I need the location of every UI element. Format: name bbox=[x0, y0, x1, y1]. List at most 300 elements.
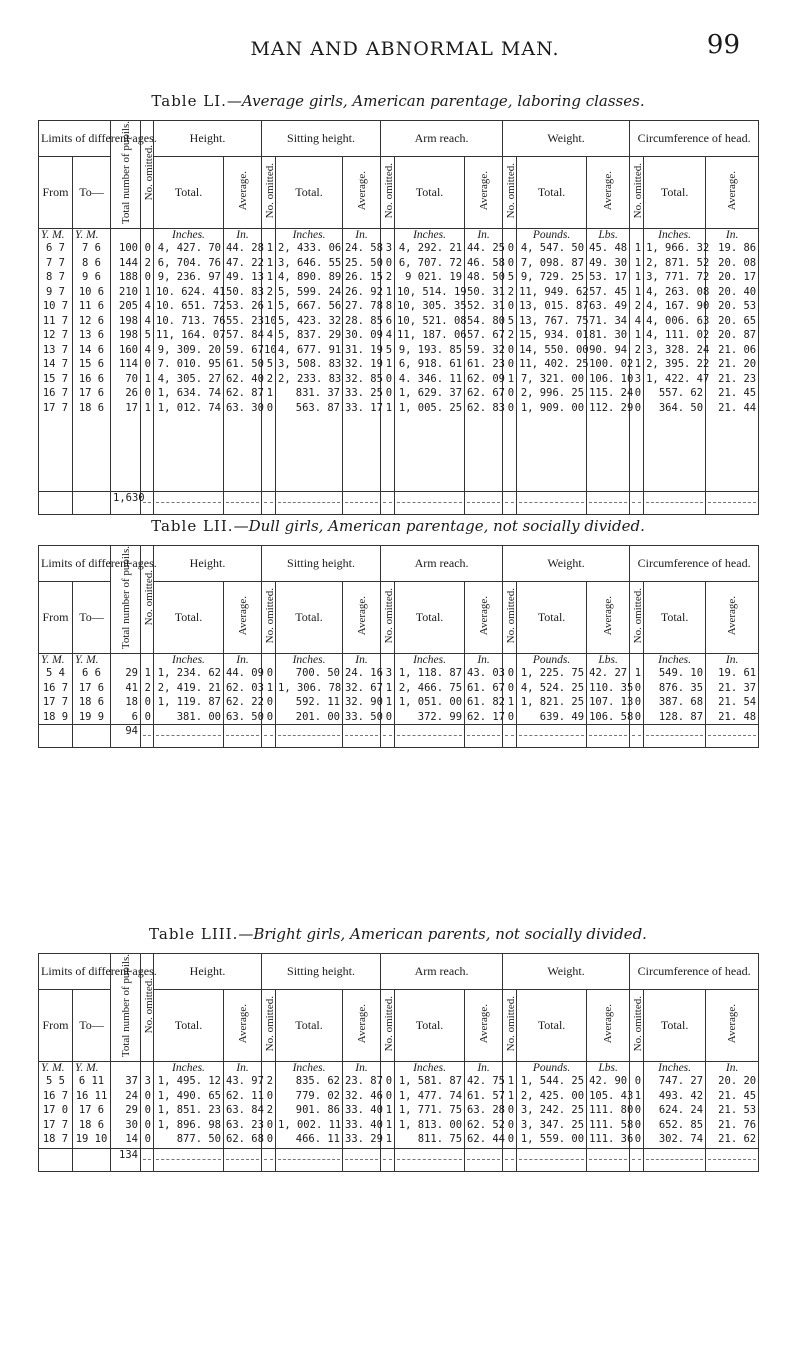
table-cell: 20. 17 bbox=[718, 271, 757, 284]
table-cell: 4, 524. 25 bbox=[520, 681, 585, 694]
table-cell: 10, 514. 19 bbox=[397, 285, 467, 298]
table-cell: 835. 62 bbox=[295, 1075, 341, 1088]
table-cell: 33. 50 bbox=[345, 710, 383, 723]
table-cell: 1 bbox=[385, 358, 393, 371]
table-cell: 9 6 bbox=[82, 271, 101, 284]
table-cell: 652. 85 bbox=[658, 1118, 704, 1131]
totals-blank bbox=[395, 492, 465, 515]
table-cell: 62. 83 bbox=[467, 401, 505, 414]
table-cell: 549. 10 bbox=[658, 667, 704, 680]
table-cell: 32. 90 bbox=[345, 696, 383, 709]
sitting-average-header bbox=[343, 582, 381, 654]
table-cell: 0 bbox=[144, 696, 151, 709]
from-header: From bbox=[39, 990, 73, 1062]
unit-label: Inches. bbox=[292, 229, 326, 242]
table-cell: 0 bbox=[144, 1089, 151, 1102]
table-cell: 21. 20 bbox=[718, 358, 757, 371]
table-cell: 831. 37 bbox=[295, 387, 341, 400]
table-cell: 1 bbox=[385, 681, 393, 694]
table-cell: 5 bbox=[507, 314, 515, 327]
arm-header: Arm reach. bbox=[381, 954, 503, 990]
unit-label: Lbs. bbox=[598, 229, 618, 242]
table-cell: 10 bbox=[264, 343, 277, 356]
circ-average-column bbox=[706, 1062, 759, 1149]
circ-total-header: Total. bbox=[644, 157, 706, 229]
totals-blank bbox=[262, 492, 276, 515]
circ-total-column bbox=[644, 229, 710, 492]
table-cell: 2 bbox=[385, 271, 393, 284]
table-cell: 62. 22 bbox=[226, 696, 264, 709]
table-cell: 188 bbox=[119, 271, 138, 284]
arm-average-header bbox=[465, 582, 503, 654]
weight-total-header: Total. bbox=[517, 157, 587, 229]
limits-header: Limits of different ages. bbox=[39, 954, 111, 990]
total-pupils-label: Total number of pupils. bbox=[119, 954, 132, 1058]
table-cell: 41 bbox=[125, 681, 138, 694]
circ-average-header bbox=[706, 582, 759, 654]
table-cell: 62. 40 bbox=[226, 372, 264, 385]
table-cell: 11, 949. 62 bbox=[519, 285, 589, 298]
unit-spacer bbox=[113, 654, 138, 666]
table-cell: 26. 92 bbox=[345, 285, 383, 298]
table-cell: 4, 167. 90 bbox=[646, 300, 710, 313]
table-cell: 59. 67 bbox=[226, 343, 264, 356]
table-cell: 4, 890. 89 bbox=[278, 271, 342, 284]
table-cell: 62. 87 bbox=[226, 387, 264, 400]
table-cell: 71. 34 bbox=[589, 314, 628, 327]
table-cell: 9 7 bbox=[46, 285, 65, 298]
arm-omitted-header bbox=[381, 990, 395, 1062]
data-table bbox=[38, 953, 759, 1172]
table-cell: 1, 477. 74 bbox=[398, 1089, 463, 1102]
dash-line bbox=[156, 735, 221, 736]
table-cell: 700. 50 bbox=[295, 667, 341, 680]
table-cell: 779. 02 bbox=[295, 1089, 341, 1102]
height-total-header: Total. bbox=[154, 157, 224, 229]
table-cell: 32. 46 bbox=[345, 1089, 383, 1102]
table-cell: 364. 50 bbox=[658, 401, 704, 414]
totals-blank bbox=[517, 725, 587, 748]
dash-line bbox=[646, 1159, 703, 1160]
table-cell: 48. 50 bbox=[467, 271, 505, 284]
totals-blank bbox=[343, 492, 381, 515]
totals-blank bbox=[381, 725, 395, 748]
totals-blank bbox=[395, 725, 465, 748]
unit-label: Inches. bbox=[172, 1062, 205, 1075]
table-cell: 1 bbox=[266, 271, 274, 284]
dash-line bbox=[143, 735, 151, 736]
table-cell: 1, 634. 74 bbox=[157, 387, 221, 400]
table-cell: 16 7 bbox=[42, 681, 69, 694]
table-cell: 0 bbox=[385, 1089, 393, 1102]
omitted-label: No. omitted. bbox=[264, 588, 277, 644]
table-cell: 1 bbox=[266, 387, 274, 400]
sitting-total-header: Total. bbox=[276, 582, 343, 654]
height-header: Height. bbox=[154, 954, 262, 990]
table-cell: 8 7 bbox=[46, 271, 65, 284]
grand-total: 1,630 bbox=[111, 492, 141, 515]
to-header: To— bbox=[73, 582, 111, 654]
table-cell: 111. 58 bbox=[589, 1118, 634, 1131]
table-cell: 112. 29 bbox=[589, 401, 634, 414]
height-omitted-column bbox=[141, 654, 154, 725]
table-cell: 63. 30 bbox=[226, 401, 264, 414]
unit-label: In. bbox=[236, 1062, 249, 1075]
table-cell: 33. 17 bbox=[345, 401, 383, 414]
sitting-omitted-header bbox=[262, 582, 276, 654]
table-label: Table LI. bbox=[151, 92, 227, 110]
arm-average-column bbox=[465, 229, 503, 492]
table-cell: 10 6 bbox=[78, 285, 105, 298]
table-cell: 1 bbox=[507, 1075, 515, 1088]
table-cell: 61. 50 bbox=[226, 358, 264, 371]
table-cell: 21. 53 bbox=[718, 1104, 757, 1117]
omitted-label: No. omitted. bbox=[143, 144, 155, 201]
dash-line bbox=[397, 735, 462, 736]
table-cell: 1 bbox=[385, 1104, 393, 1117]
table-cell: 18 7 bbox=[42, 1133, 69, 1146]
totals-blank bbox=[587, 725, 630, 748]
table-cell: 1 bbox=[634, 271, 642, 284]
arm-total-header: Total. bbox=[395, 990, 465, 1062]
sitting-omitted-header bbox=[262, 157, 276, 229]
table-cell: 592. 11 bbox=[295, 696, 341, 709]
table-cell: 26 bbox=[125, 387, 138, 400]
totals-empty bbox=[39, 492, 73, 515]
table-cell: 2 bbox=[266, 1075, 274, 1088]
table-cell: 18 9 bbox=[42, 710, 69, 723]
table-cell: 0 bbox=[507, 256, 515, 269]
table-cell: 1 bbox=[634, 329, 642, 342]
height-total-column bbox=[154, 654, 224, 725]
table-cell: 0 bbox=[144, 1104, 151, 1117]
data-body bbox=[39, 229, 759, 492]
table-cell: 160 bbox=[119, 343, 138, 356]
table-cell: 1, 225. 75 bbox=[520, 667, 585, 680]
table-cell: 90. 94 bbox=[589, 343, 628, 356]
table-cell: 1, 002. 11 bbox=[278, 1118, 342, 1131]
unit-spacer bbox=[113, 1062, 138, 1074]
table-cell: 877. 50 bbox=[176, 1133, 221, 1146]
table-cell: 7, 098. 87 bbox=[520, 256, 585, 269]
table-block bbox=[38, 925, 758, 1172]
table-cell: 4 bbox=[385, 329, 393, 342]
dash-line bbox=[278, 1159, 340, 1160]
table-cell: 1 bbox=[385, 696, 393, 709]
totals-blank bbox=[503, 725, 517, 748]
totals-blank bbox=[630, 725, 644, 748]
totals-row bbox=[39, 1149, 759, 1172]
totals-blank bbox=[517, 492, 587, 515]
arm-total-column bbox=[395, 654, 465, 725]
table-cell: 9, 236. 97 bbox=[157, 271, 221, 284]
height-average-column bbox=[224, 654, 262, 725]
weight-total-header: Total. bbox=[517, 990, 587, 1062]
table-cell: 1, 119. 87 bbox=[157, 696, 221, 709]
table-cell: 0 bbox=[144, 1133, 151, 1146]
table-cell: 30. 09 bbox=[345, 329, 383, 342]
totals-empty bbox=[73, 725, 111, 748]
table-cell: 0 bbox=[266, 696, 274, 709]
total-pupils-label: Total number of pupils. bbox=[119, 121, 132, 225]
total-pupils-label: Total number of pupils. bbox=[119, 546, 132, 650]
dash-line bbox=[383, 1159, 392, 1160]
table-cell: 3, 328. 24 bbox=[646, 343, 710, 356]
table-cell: 4, 677. 91 bbox=[278, 343, 342, 356]
totals-blank bbox=[154, 492, 224, 515]
totals-blank bbox=[276, 1149, 343, 1172]
totals-row bbox=[39, 492, 759, 515]
table-cell: 0 bbox=[266, 710, 274, 723]
dash-line bbox=[505, 502, 514, 503]
table-cell: 0 bbox=[634, 696, 642, 709]
sitting-header: Sitting height. bbox=[262, 954, 381, 990]
table-label: Table LII. bbox=[151, 517, 234, 535]
table-cell: 19 10 bbox=[75, 1133, 108, 1146]
unit-label: In. bbox=[477, 1062, 490, 1075]
table-cell: 0 bbox=[634, 387, 642, 400]
table-cell: 302. 74 bbox=[658, 1133, 704, 1146]
omitted-label: No. omitted. bbox=[632, 163, 645, 219]
weight-average-header bbox=[587, 582, 630, 654]
table-cell: 43. 03 bbox=[467, 667, 505, 680]
sitting-header: Sitting height. bbox=[262, 546, 381, 582]
totals-blank bbox=[381, 492, 395, 515]
omitted-label: No. omitted. bbox=[505, 996, 518, 1052]
to-column bbox=[73, 229, 111, 492]
running-head: MAN AND ABNORMAL MAN. bbox=[250, 38, 560, 60]
unit-label: Y. M. bbox=[75, 229, 99, 242]
dash-line bbox=[467, 1159, 500, 1160]
page-header bbox=[70, 30, 740, 70]
table-cell: 3, 242. 25 bbox=[520, 1104, 585, 1117]
omitted-label: No. omitted. bbox=[632, 996, 645, 1052]
table-cell: 2, 425. 00 bbox=[520, 1089, 585, 1102]
table-cell: 4, 263. 08 bbox=[646, 285, 710, 298]
circ-average-header bbox=[706, 990, 759, 1062]
totals-blank bbox=[343, 1149, 381, 1172]
sitting-omitted-header bbox=[262, 990, 276, 1062]
table-cell: 63. 28 bbox=[467, 1104, 505, 1117]
table-cell: 26. 15 bbox=[345, 271, 383, 284]
table-cell: 10, 521. 08 bbox=[397, 314, 467, 327]
dash-line bbox=[646, 735, 703, 736]
totals-blank bbox=[630, 1149, 644, 1172]
table-cell: 811. 75 bbox=[417, 1133, 463, 1146]
table-cell: 0 bbox=[634, 401, 642, 414]
table-cell: 20. 40 bbox=[718, 285, 757, 298]
table-cell: 17 7 bbox=[42, 401, 69, 414]
arm-omitted-header bbox=[381, 157, 395, 229]
table-cell: 27. 78 bbox=[345, 300, 383, 313]
table-cell: 6 6 bbox=[82, 667, 101, 680]
circ-total-header: Total. bbox=[644, 990, 706, 1062]
table-cell: 14 7 bbox=[42, 358, 69, 371]
table-cell: 0 bbox=[507, 681, 515, 694]
table-cell: 3 bbox=[634, 372, 642, 385]
table-cell: 63. 84 bbox=[226, 1104, 264, 1117]
sitting-average-header bbox=[343, 157, 381, 229]
table-cell: 111. 80 bbox=[589, 1104, 634, 1117]
circ-header: Circumference of head. bbox=[630, 546, 759, 582]
table-cell: 5 bbox=[385, 343, 393, 356]
weight-total-column bbox=[517, 229, 587, 492]
table-cell: 1, 909. 00 bbox=[520, 401, 585, 414]
table-cell: 1 bbox=[385, 1118, 393, 1131]
data-table bbox=[38, 120, 759, 515]
arm-total-header: Total. bbox=[395, 157, 465, 229]
table-cell: 3 bbox=[385, 667, 393, 680]
table-cell: 49. 30 bbox=[589, 256, 628, 269]
table-cell: 0 bbox=[144, 387, 151, 400]
table-cell: 1, 422. 47 bbox=[646, 372, 710, 385]
unit-label: In. bbox=[477, 229, 490, 242]
table-cell: 20. 08 bbox=[718, 256, 757, 269]
table-cell: 1 bbox=[144, 372, 151, 385]
table-cell: 2 bbox=[634, 343, 642, 356]
table-cell: 8 6 bbox=[82, 256, 101, 269]
table-cell: 1, 012. 74 bbox=[157, 401, 221, 414]
totals-blank bbox=[644, 725, 706, 748]
dash-line bbox=[383, 735, 392, 736]
table-cell: 1 bbox=[266, 681, 274, 694]
unit-label: In. bbox=[725, 229, 739, 242]
table-cell: 4. 346. 11 bbox=[398, 372, 463, 385]
table-cell: 19. 61 bbox=[718, 667, 757, 680]
dash-line bbox=[143, 1159, 151, 1160]
average-label: Average. bbox=[355, 171, 368, 211]
table-cell: 21. 06 bbox=[718, 343, 757, 356]
unit-spacer bbox=[264, 229, 273, 241]
arm-average-header bbox=[465, 157, 503, 229]
table-cell: 42. 27 bbox=[589, 667, 628, 680]
unit-label: Lbs. bbox=[598, 1062, 618, 1075]
table-cell: 53. 26 bbox=[226, 300, 264, 313]
table-cell: 0 bbox=[144, 1118, 151, 1131]
data-table bbox=[38, 545, 759, 748]
table-cell: 0 bbox=[385, 256, 393, 269]
totals-blank bbox=[706, 1149, 759, 1172]
table-cell: 61. 57 bbox=[467, 1089, 505, 1102]
table-cell: 0 bbox=[507, 343, 515, 356]
table-cell: 3, 646. 55 bbox=[278, 256, 342, 269]
dash-line bbox=[708, 502, 756, 503]
table-cell: 4, 547. 50 bbox=[520, 242, 585, 255]
to-column bbox=[73, 654, 111, 725]
table-cell: 1 bbox=[507, 372, 515, 385]
totals-blank bbox=[644, 1149, 706, 1172]
table-cell: 1 bbox=[634, 256, 642, 269]
table-cell: 0 bbox=[507, 1133, 515, 1146]
table-cell: 1, 495. 12 bbox=[157, 1075, 221, 1088]
arm-total-column bbox=[395, 1062, 465, 1149]
table-cell: 29 bbox=[125, 667, 138, 680]
table-cell: 16 7 bbox=[42, 1089, 69, 1102]
table-cell: 47. 22 bbox=[226, 256, 264, 269]
table-cell: 4, 427. 70 bbox=[157, 242, 221, 255]
unit-label: Inches. bbox=[413, 654, 446, 667]
arm-average-column bbox=[465, 654, 503, 725]
table-cell: 1, 051. 00 bbox=[398, 696, 463, 709]
weight-omitted-header bbox=[503, 157, 517, 229]
omitted-label: No. omitted. bbox=[143, 977, 155, 1034]
table-cell: 81. 30 bbox=[589, 329, 628, 342]
height-total-column bbox=[154, 229, 224, 492]
table-cell: 21. 23 bbox=[718, 372, 757, 385]
height-total-header: Total. bbox=[154, 582, 224, 654]
data-body bbox=[39, 1062, 759, 1149]
weight-average-column bbox=[587, 229, 634, 492]
table-description: —Bright girls, American parents, not socially divided. bbox=[238, 925, 647, 943]
omitted-label: No. omitted. bbox=[383, 588, 396, 644]
table-cell: 6 bbox=[385, 314, 393, 327]
table-cell: 11 6 bbox=[78, 300, 105, 313]
average-label: Average. bbox=[355, 1004, 368, 1044]
weight-header: Weight. bbox=[503, 954, 630, 990]
table-cell: 6, 707. 72 bbox=[398, 256, 463, 269]
omitted-label: No. omitted. bbox=[505, 163, 518, 219]
table-cell: 0 bbox=[385, 710, 393, 723]
table-cell: 62. 52 bbox=[467, 1118, 505, 1131]
unit-spacer bbox=[264, 654, 273, 666]
totals-row bbox=[39, 725, 759, 748]
unit-label: Pounds. bbox=[532, 1062, 571, 1075]
table-cell: 6 bbox=[131, 710, 138, 723]
table-cell: 115. 24 bbox=[589, 387, 634, 400]
weight-average-header bbox=[587, 990, 630, 1062]
table-cell: 4, 006. 63 bbox=[646, 314, 710, 327]
table-cell: 52. 31 bbox=[467, 300, 505, 313]
table-cell: 7 7 bbox=[46, 256, 65, 269]
table-cell: 62. 09 bbox=[467, 372, 505, 385]
dash-line bbox=[505, 1159, 514, 1160]
table-cell: 1 bbox=[507, 1089, 515, 1102]
dash-line bbox=[708, 735, 756, 736]
table-cell: 1 bbox=[634, 242, 642, 255]
table-cell: 4 bbox=[634, 314, 642, 327]
height-average-header bbox=[224, 990, 262, 1062]
table-cell: 0 bbox=[634, 681, 642, 694]
unit-spacer bbox=[113, 229, 138, 241]
sitting-average-header bbox=[343, 990, 381, 1062]
to-header: To— bbox=[73, 157, 111, 229]
height-omitted-column bbox=[141, 1062, 154, 1149]
table-cell: 21. 76 bbox=[718, 1118, 757, 1131]
table-cell: 17 7 bbox=[42, 696, 69, 709]
table-cell: 144 bbox=[119, 256, 138, 269]
unit-label: In. bbox=[355, 229, 368, 242]
dash-line bbox=[156, 1159, 221, 1160]
table-cell: 4, 292. 21 bbox=[398, 242, 463, 255]
table-cell: 19. 86 bbox=[718, 242, 757, 255]
table-cell: 14, 550. 00 bbox=[519, 343, 589, 356]
table-cell: 876. 35 bbox=[658, 681, 704, 694]
table-cell: 466. 11 bbox=[295, 1133, 341, 1146]
average-label: Average. bbox=[355, 596, 368, 636]
unit-spacer bbox=[383, 654, 392, 666]
dash-line bbox=[467, 502, 500, 503]
height-average-header bbox=[224, 582, 262, 654]
table-cell: 9 021. 19 bbox=[405, 271, 463, 284]
totals-blank bbox=[141, 725, 154, 748]
unit-label: Pounds. bbox=[532, 229, 571, 242]
unit-label: In. bbox=[725, 1062, 739, 1075]
table-cell: 44. 09 bbox=[226, 667, 264, 680]
totals-blank bbox=[465, 725, 503, 748]
table-cell: 1, 544. 25 bbox=[520, 1075, 585, 1088]
circ-header: Circumference of head. bbox=[630, 121, 759, 157]
unit-spacer bbox=[505, 229, 514, 241]
